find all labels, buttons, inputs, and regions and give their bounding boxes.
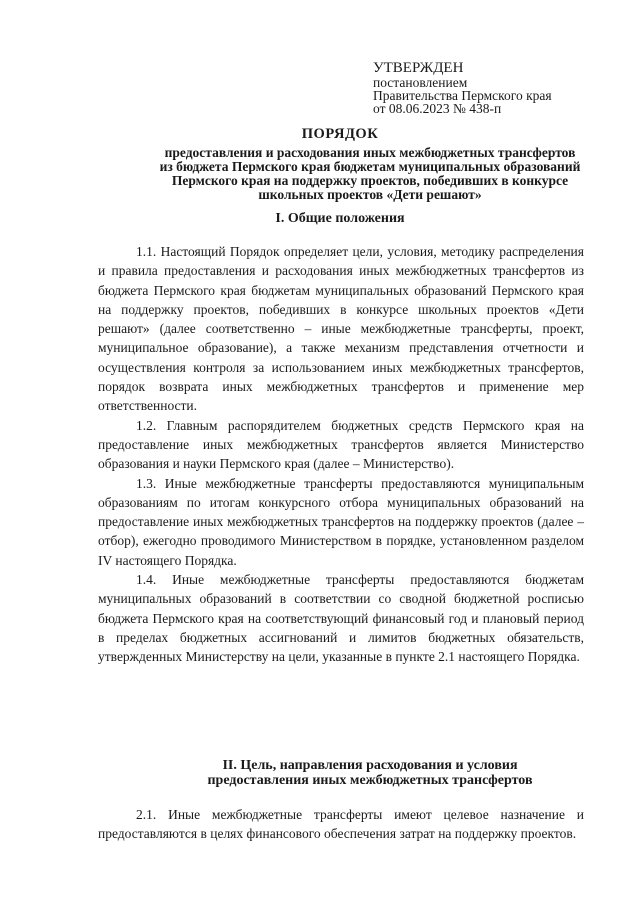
subtitle-line: из бюджета Пермского края бюджетам муниципальных образований	[159, 159, 581, 174]
approval-line: от 08.06.2023 № 438-п	[373, 101, 502, 116]
paragraph-1-1: 1.1. Настоящий Порядок определяет цели, условия, методику распределения и правила предоставления и расходования иных межбюджетных трансфертов из бюджета Пермского края бюджетам муниципальных образований Пермского края на поддержку проектов, победивших в конкурсе школьных проектов «Дети решают» (далее соответственно – иные межбюджетные трансферты, проект, муниципальное образование), а также механизм представления отчетности и осуществления контроля за использованием иных межбюджетных трансфертов, порядок возврата иных межбюджетных трансфертов и применение мер ответственности.	[98, 244, 584, 414]
paragraph-2-1: 2.1. Иные межбюджетные трансферты имеют целевое назначение и предоставляются в целях финансового обеспечения затрат на поддержку проектов.	[98, 807, 584, 842]
subtitle-line: школьных проектов «Дети решают»	[258, 187, 482, 202]
subtitle-line: Пермского края на поддержку проектов, победивших в конкурсе	[171, 173, 569, 188]
approval-line: Правительства Пермского края	[373, 88, 552, 103]
approval-title: УТВЕРЖДЕН	[373, 60, 464, 76]
paragraph-1-4: 1.4. Иные межбюджетные трансферты предоставляются бюджетам муниципальных образований в соответствии со сводной бюджетной росписью бюджета Пермского края на соответствующий финансовый год и плановый период в пределах бюджетных ассигнований и лимитов бюджетных обязательств, утвержденных Министерству на цели, указанные в пункте 2.1 настоящего Порядка.	[98, 572, 584, 665]
section-1-heading: I. Общие положения	[275, 211, 405, 226]
section-2-heading-line: II. Цель, направления расходования и условия	[222, 758, 518, 773]
approval-stamp	[373, 60, 552, 115]
section-2-heading-line: предоставления иных межбюджетных трансфертов	[207, 773, 533, 788]
document-subtitle	[60, 146, 640, 202]
subtitle-line: предоставления и расходования иных межбюджетных трансфертов	[164, 145, 576, 160]
section-2-body	[98, 805, 584, 844]
document-title: ПОРЯДОК	[301, 126, 379, 142]
section-2-heading	[60, 758, 640, 788]
approval-line: постановлением	[373, 75, 468, 90]
section-1-body	[98, 242, 584, 667]
paragraph-1-2: 1.2. Главным распорядителем бюджетных средств Пермского края на предоставление иных межбюджетных трансфертов является Министерство образования и науки Пермского края (далее – Министерство).	[98, 417, 584, 472]
paragraph-1-3: 1.3. Иные межбюджетные трансферты предоставляются муниципальным образованиям по итогам конкурсного отбора муниципальных образований на предоставление иных межбюджетных трансфертов на поддержку проектов (далее – отбор), ежегодно проводимого Министерством в порядке, установленном разделом IV настоящего Порядка.	[98, 475, 584, 568]
